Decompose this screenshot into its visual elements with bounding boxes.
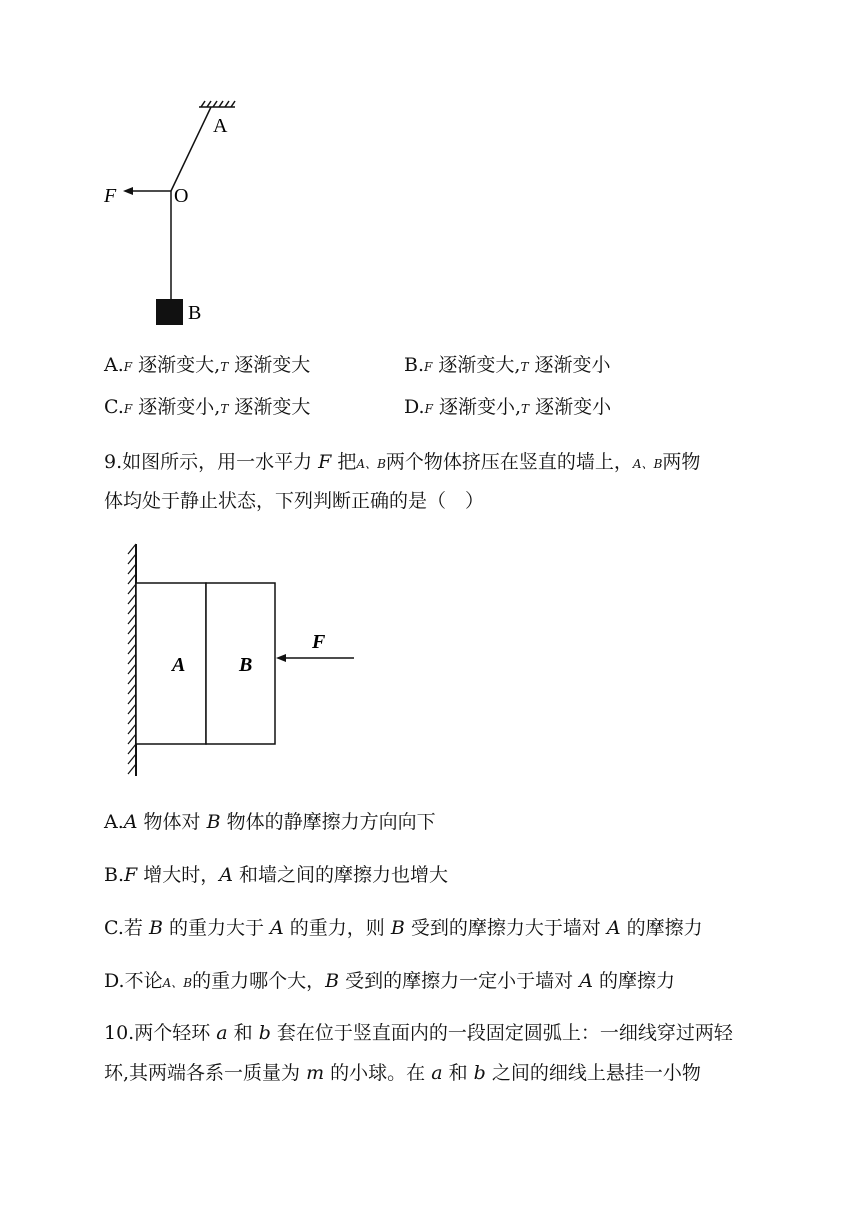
q8-option-b: B.F 逐渐变大,T 逐渐变小 (404, 354, 611, 376)
force-arrowhead (276, 654, 286, 662)
ceiling-hatch (199, 101, 235, 107)
figure-string-force (95, 95, 228, 335)
q9-stem-line1: 9.如图所示，用一水平力 F 把A、B两个物体挤压在竖直的墙上，A、B两物 (104, 451, 701, 473)
force-arrowhead (123, 187, 133, 195)
q8-option-d: D.F 逐渐变小,T 逐渐变小 (404, 396, 612, 418)
label-a: A (172, 654, 186, 676)
q10-stem-line1: 10.两个轻环 a 和 b 套在位于竖直面内的一段固定圆弧上：一细线穿过两轻 (104, 1022, 733, 1044)
block-b (156, 299, 183, 325)
q9-stem-line2: 体均处于静止状态，下列判断正确的是（ ） (104, 490, 485, 512)
label-a: A (213, 115, 228, 137)
wall-hatch-lines (128, 544, 136, 776)
q9-option-b: B.F 增大时，A 和墙之间的摩擦力也增大 (104, 864, 449, 886)
label-b: B (239, 654, 253, 676)
block-a (136, 583, 206, 744)
q10-stem-line2: 环,其两端各系一质量为 m 的小球。在 a 和 b 之间的细线上悬挂一小物 (104, 1062, 701, 1084)
q8-option-c: C.F 逐渐变小,T 逐渐变大 (104, 396, 311, 418)
string-ao (171, 107, 211, 191)
q9-option-d: D.不论A、B的重力哪个大，B 受到的摩擦力一定小于墙对 A 的摩擦力 (104, 970, 675, 992)
figure-blocks-wall (120, 540, 365, 780)
label-b: B (188, 302, 202, 324)
label-f: F (104, 185, 117, 207)
q9-option-c: C.若 B 的重力大于 A 的重力，则 B 受到的摩擦力大于墙对 A 的摩擦力 (104, 917, 703, 939)
q8-option-a: A.F 逐渐变大,T 逐渐变大 (104, 354, 311, 376)
label-o: O (174, 185, 189, 207)
q9-option-a: A.A 物体对 B 物体的静摩擦力方向向下 (104, 811, 436, 833)
label-f: F (312, 631, 326, 653)
